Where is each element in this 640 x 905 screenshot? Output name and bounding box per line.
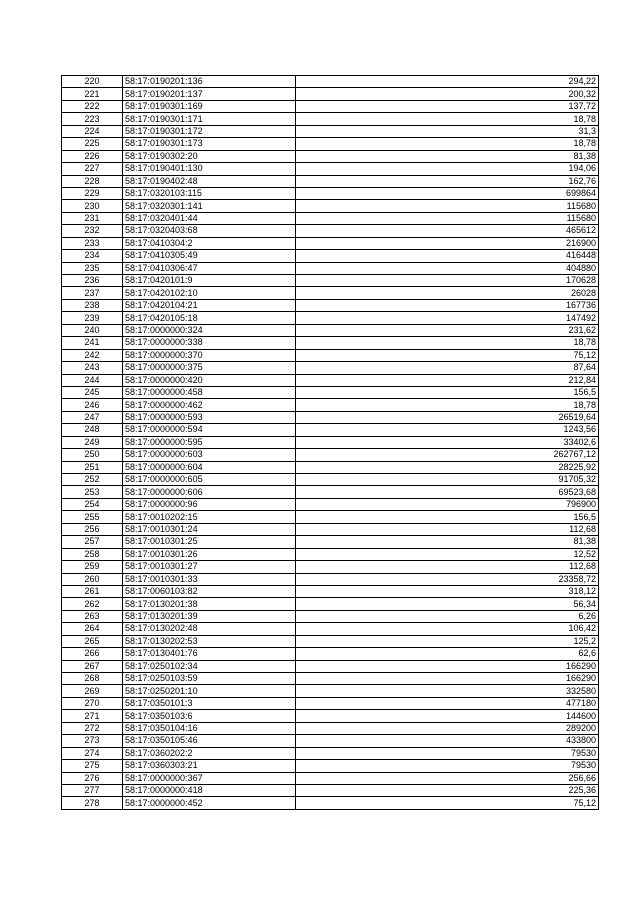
table-row <box>62 424 599 436</box>
row-number-cell: 254 <box>62 498 123 510</box>
value-cell: 156,5 <box>296 386 599 398</box>
row-number-cell: 223 <box>62 113 123 125</box>
cadastral-number-cell: 58:17:0420101:9 <box>123 275 296 287</box>
row-number-cell: 247 <box>62 411 123 423</box>
row-number-cell: 278 <box>62 797 123 809</box>
row-number-cell: 277 <box>62 784 123 796</box>
cadastral-number-cell: 58:17:0420105:18 <box>123 312 296 324</box>
value-cell: 156,5 <box>296 511 599 523</box>
cadastral-number-cell: 58:17:0000000:594 <box>123 424 296 436</box>
cadastral-number-cell: 58:17:0000000:605 <box>123 474 296 486</box>
cadastral-number-cell: 58:17:0000000:452 <box>123 797 296 809</box>
table-row <box>62 548 599 560</box>
cadastral-number-cell: 58:17:0010301:26 <box>123 548 296 560</box>
cadastral-number-cell: 58:17:0420102:10 <box>123 287 296 299</box>
cadastral-number-cell: 58:17:0130202:48 <box>123 623 296 635</box>
value-cell: 18,78 <box>296 399 599 411</box>
value-cell: 115680 <box>296 200 599 212</box>
value-cell: 79530 <box>296 747 599 759</box>
value-cell: 433800 <box>296 735 599 747</box>
table-row <box>62 648 599 660</box>
cadastral-number-cell: 58:17:0250201:10 <box>123 685 296 697</box>
table-row <box>62 585 599 597</box>
cadastral-number-cell: 58:17:0190401:130 <box>123 163 296 175</box>
table-row <box>62 150 599 162</box>
row-number-cell: 248 <box>62 424 123 436</box>
value-cell: 18,78 <box>296 337 599 349</box>
cadastral-number-cell: 58:17:0060103:82 <box>123 585 296 597</box>
row-number-cell: 221 <box>62 88 123 100</box>
row-number-cell: 267 <box>62 660 123 672</box>
row-number-cell: 265 <box>62 635 123 647</box>
row-number-cell: 275 <box>62 760 123 772</box>
value-cell: 170628 <box>296 275 599 287</box>
row-number-cell: 235 <box>62 262 123 274</box>
value-cell: 147492 <box>296 312 599 324</box>
cadastral-values-table <box>61 75 599 810</box>
row-number-cell: 236 <box>62 275 123 287</box>
cadastral-number-cell: 58:17:0000000:375 <box>123 362 296 374</box>
value-cell: 87,64 <box>296 362 599 374</box>
table-row <box>62 561 599 573</box>
value-cell: 115680 <box>296 212 599 224</box>
cadastral-number-cell: 58:17:0000000:595 <box>123 436 296 448</box>
cadastral-number-cell: 58:17:0420104:21 <box>123 299 296 311</box>
row-number-cell: 260 <box>62 573 123 585</box>
table-row <box>62 784 599 796</box>
table-row <box>62 374 599 386</box>
cadastral-number-cell: 58:17:0320403:68 <box>123 225 296 237</box>
row-number-cell: 245 <box>62 386 123 398</box>
table-row <box>62 635 599 647</box>
table-row <box>62 623 599 635</box>
cadastral-number-cell: 58:17:0000000:370 <box>123 349 296 361</box>
value-cell: 167736 <box>296 299 599 311</box>
table-row <box>62 673 599 685</box>
cadastral-number-cell: 58:17:0320103:115 <box>123 187 296 199</box>
value-cell: 26519,64 <box>296 411 599 423</box>
row-number-cell: 268 <box>62 673 123 685</box>
table-row <box>62 685 599 697</box>
value-cell: 69523,68 <box>296 486 599 498</box>
cadastral-number-cell: 58:17:0190301:173 <box>123 138 296 150</box>
table-row <box>62 187 599 199</box>
table-row <box>62 610 599 622</box>
cadastral-number-cell: 58:17:0350105:46 <box>123 735 296 747</box>
table-row <box>62 797 599 809</box>
value-cell: 144600 <box>296 710 599 722</box>
row-number-cell: 273 <box>62 735 123 747</box>
value-cell: 79530 <box>296 760 599 772</box>
cadastral-number-cell: 58:17:0130401:76 <box>123 648 296 660</box>
table-row <box>62 461 599 473</box>
table-row <box>62 760 599 772</box>
cadastral-number-cell: 58:17:0250103:59 <box>123 673 296 685</box>
row-number-cell: 261 <box>62 585 123 597</box>
value-cell: 262767,12 <box>296 449 599 461</box>
table-row <box>62 411 599 423</box>
row-number-cell: 244 <box>62 374 123 386</box>
cadastral-number-cell: 58:17:0250102:34 <box>123 660 296 672</box>
cadastral-number-cell: 58:17:0000000:367 <box>123 772 296 784</box>
value-cell: 318,12 <box>296 585 599 597</box>
row-number-cell: 229 <box>62 187 123 199</box>
row-number-cell: 252 <box>62 474 123 486</box>
value-cell: 28225,92 <box>296 461 599 473</box>
cadastral-number-cell: 58:17:0130201:38 <box>123 598 296 610</box>
table-row <box>62 386 599 398</box>
cadastral-number-cell: 58:17:0000000:593 <box>123 411 296 423</box>
row-number-cell: 250 <box>62 449 123 461</box>
cadastral-number-cell: 58:17:0000000:418 <box>123 784 296 796</box>
row-number-cell: 231 <box>62 212 123 224</box>
row-number-cell: 259 <box>62 561 123 573</box>
cadastral-number-cell: 58:17:0190201:136 <box>123 76 296 88</box>
cadastral-number-cell: 58:17:0190201:137 <box>123 88 296 100</box>
table-row <box>62 100 599 112</box>
value-cell: 256,66 <box>296 772 599 784</box>
cadastral-number-cell: 58:17:0000000:462 <box>123 399 296 411</box>
cadastral-number-cell: 58:17:0010301:24 <box>123 523 296 535</box>
value-cell: 699864 <box>296 187 599 199</box>
row-number-cell: 226 <box>62 150 123 162</box>
row-number-cell: 251 <box>62 461 123 473</box>
row-number-cell: 258 <box>62 548 123 560</box>
table-row <box>62 275 599 287</box>
value-cell: 231,62 <box>296 324 599 336</box>
row-number-cell: 256 <box>62 523 123 535</box>
value-cell: 81,38 <box>296 536 599 548</box>
row-number-cell: 243 <box>62 362 123 374</box>
table-row <box>62 138 599 150</box>
cadastral-number-cell: 58:17:0190402:48 <box>123 175 296 187</box>
row-number-cell: 249 <box>62 436 123 448</box>
cadastral-number-cell: 58:17:0000000:420 <box>123 374 296 386</box>
row-number-cell: 266 <box>62 648 123 660</box>
cadastral-number-cell: 58:17:0010301:27 <box>123 561 296 573</box>
value-cell: 289200 <box>296 722 599 734</box>
row-number-cell: 263 <box>62 610 123 622</box>
row-number-cell: 262 <box>62 598 123 610</box>
row-number-cell: 227 <box>62 163 123 175</box>
table-row <box>62 436 599 448</box>
value-cell: 62,6 <box>296 648 599 660</box>
value-cell: 33402,6 <box>296 436 599 448</box>
table-row <box>62 237 599 249</box>
cadastral-number-cell: 58:17:0010301:25 <box>123 536 296 548</box>
cadastral-number-cell: 58:17:0010301:33 <box>123 573 296 585</box>
row-number-cell: 255 <box>62 511 123 523</box>
table-row <box>62 88 599 100</box>
row-number-cell: 222 <box>62 100 123 112</box>
value-cell: 75,12 <box>296 349 599 361</box>
value-cell: 225,36 <box>296 784 599 796</box>
table-row <box>62 486 599 498</box>
row-number-cell: 228 <box>62 175 123 187</box>
value-cell: 56,34 <box>296 598 599 610</box>
cadastral-number-cell: 58:17:0350103:6 <box>123 710 296 722</box>
cadastral-number-cell: 58:17:0350101:3 <box>123 697 296 709</box>
cadastral-number-cell: 58:17:0320301:141 <box>123 200 296 212</box>
row-number-cell: 224 <box>62 125 123 137</box>
value-cell: 31,3 <box>296 125 599 137</box>
table-row <box>62 735 599 747</box>
value-cell: 12,52 <box>296 548 599 560</box>
cadastral-number-cell: 58:17:0000000:458 <box>123 386 296 398</box>
value-cell: 216900 <box>296 237 599 249</box>
value-cell: 162,76 <box>296 175 599 187</box>
value-cell: 212,84 <box>296 374 599 386</box>
row-number-cell: 241 <box>62 337 123 349</box>
cadastral-number-cell: 58:17:0010202:15 <box>123 511 296 523</box>
row-number-cell: 225 <box>62 138 123 150</box>
value-cell: 477180 <box>296 697 599 709</box>
table-row <box>62 262 599 274</box>
value-cell: 125,2 <box>296 635 599 647</box>
value-cell: 294,22 <box>296 76 599 88</box>
value-cell: 75,12 <box>296 797 599 809</box>
value-cell: 416448 <box>296 250 599 262</box>
table-row <box>62 113 599 125</box>
cadastral-number-cell: 58:17:0360303:21 <box>123 760 296 772</box>
table-row <box>62 697 599 709</box>
table-row <box>62 399 599 411</box>
table-row <box>62 710 599 722</box>
table-row <box>62 299 599 311</box>
row-number-cell: 237 <box>62 287 123 299</box>
table-row <box>62 772 599 784</box>
value-cell: 18,78 <box>296 113 599 125</box>
cadastral-number-cell: 58:17:0130202:53 <box>123 635 296 647</box>
value-cell: 166290 <box>296 673 599 685</box>
table-row <box>62 660 599 672</box>
value-cell: 404880 <box>296 262 599 274</box>
value-cell: 465612 <box>296 225 599 237</box>
cadastral-number-cell: 58:17:0190301:172 <box>123 125 296 137</box>
table-row <box>62 250 599 262</box>
table-row <box>62 362 599 374</box>
table-row <box>62 511 599 523</box>
value-cell: 796900 <box>296 498 599 510</box>
cadastral-number-cell: 58:17:0350104:16 <box>123 722 296 734</box>
value-cell: 6,26 <box>296 610 599 622</box>
value-cell: 1243,56 <box>296 424 599 436</box>
table-row <box>62 523 599 535</box>
value-cell: 200,32 <box>296 88 599 100</box>
table-row <box>62 225 599 237</box>
cadastral-number-cell: 58:17:0130201:39 <box>123 610 296 622</box>
value-cell: 26028 <box>296 287 599 299</box>
row-number-cell: 230 <box>62 200 123 212</box>
cadastral-number-cell: 58:17:0000000:96 <box>123 498 296 510</box>
table-row <box>62 598 599 610</box>
cadastral-number-cell: 58:17:0320401:44 <box>123 212 296 224</box>
value-cell: 81,38 <box>296 150 599 162</box>
value-cell: 166290 <box>296 660 599 672</box>
value-cell: 23358,72 <box>296 573 599 585</box>
value-cell: 137,72 <box>296 100 599 112</box>
table-row <box>62 349 599 361</box>
table-row <box>62 722 599 734</box>
row-number-cell: 271 <box>62 710 123 722</box>
row-number-cell: 253 <box>62 486 123 498</box>
value-cell: 112,68 <box>296 561 599 573</box>
cadastral-number-cell: 58:17:0190301:171 <box>123 113 296 125</box>
cadastral-number-cell: 58:17:0410306:47 <box>123 262 296 274</box>
table-row <box>62 163 599 175</box>
table-row <box>62 175 599 187</box>
table-row <box>62 312 599 324</box>
table-row <box>62 125 599 137</box>
cadastral-number-cell: 58:17:0000000:604 <box>123 461 296 473</box>
cadastral-number-cell: 58:17:0410304:2 <box>123 237 296 249</box>
cadastral-number-cell: 58:17:0000000:606 <box>123 486 296 498</box>
value-cell: 112,68 <box>296 523 599 535</box>
row-number-cell: 238 <box>62 299 123 311</box>
table-row <box>62 536 599 548</box>
cadastral-number-cell: 58:17:0190301:169 <box>123 100 296 112</box>
table-row <box>62 474 599 486</box>
row-number-cell: 240 <box>62 324 123 336</box>
row-number-cell: 274 <box>62 747 123 759</box>
value-cell: 194,06 <box>296 163 599 175</box>
table-body <box>62 76 599 810</box>
value-cell: 106,42 <box>296 623 599 635</box>
table-row <box>62 573 599 585</box>
row-number-cell: 264 <box>62 623 123 635</box>
row-number-cell: 246 <box>62 399 123 411</box>
table-row <box>62 337 599 349</box>
table-row <box>62 287 599 299</box>
table-row <box>62 498 599 510</box>
cadastral-number-cell: 58:17:0410305:49 <box>123 250 296 262</box>
table-row <box>62 324 599 336</box>
value-cell: 91705,32 <box>296 474 599 486</box>
row-number-cell: 242 <box>62 349 123 361</box>
row-number-cell: 257 <box>62 536 123 548</box>
row-number-cell: 239 <box>62 312 123 324</box>
table-row <box>62 449 599 461</box>
value-cell: 332580 <box>296 685 599 697</box>
row-number-cell: 276 <box>62 772 123 784</box>
table-row <box>62 200 599 212</box>
row-number-cell: 270 <box>62 697 123 709</box>
row-number-cell: 272 <box>62 722 123 734</box>
row-number-cell: 234 <box>62 250 123 262</box>
row-number-cell: 220 <box>62 76 123 88</box>
row-number-cell: 269 <box>62 685 123 697</box>
table-row <box>62 76 599 88</box>
row-number-cell: 233 <box>62 237 123 249</box>
row-number-cell: 232 <box>62 225 123 237</box>
cadastral-number-cell: 58:17:0000000:603 <box>123 449 296 461</box>
cadastral-number-cell: 58:17:0190302:20 <box>123 150 296 162</box>
cadastral-number-cell: 58:17:0000000:338 <box>123 337 296 349</box>
table-row <box>62 747 599 759</box>
cadastral-number-cell: 58:17:0000000:324 <box>123 324 296 336</box>
value-cell: 18,78 <box>296 138 599 150</box>
table-row <box>62 212 599 224</box>
cadastral-number-cell: 58:17:0360202:2 <box>123 747 296 759</box>
